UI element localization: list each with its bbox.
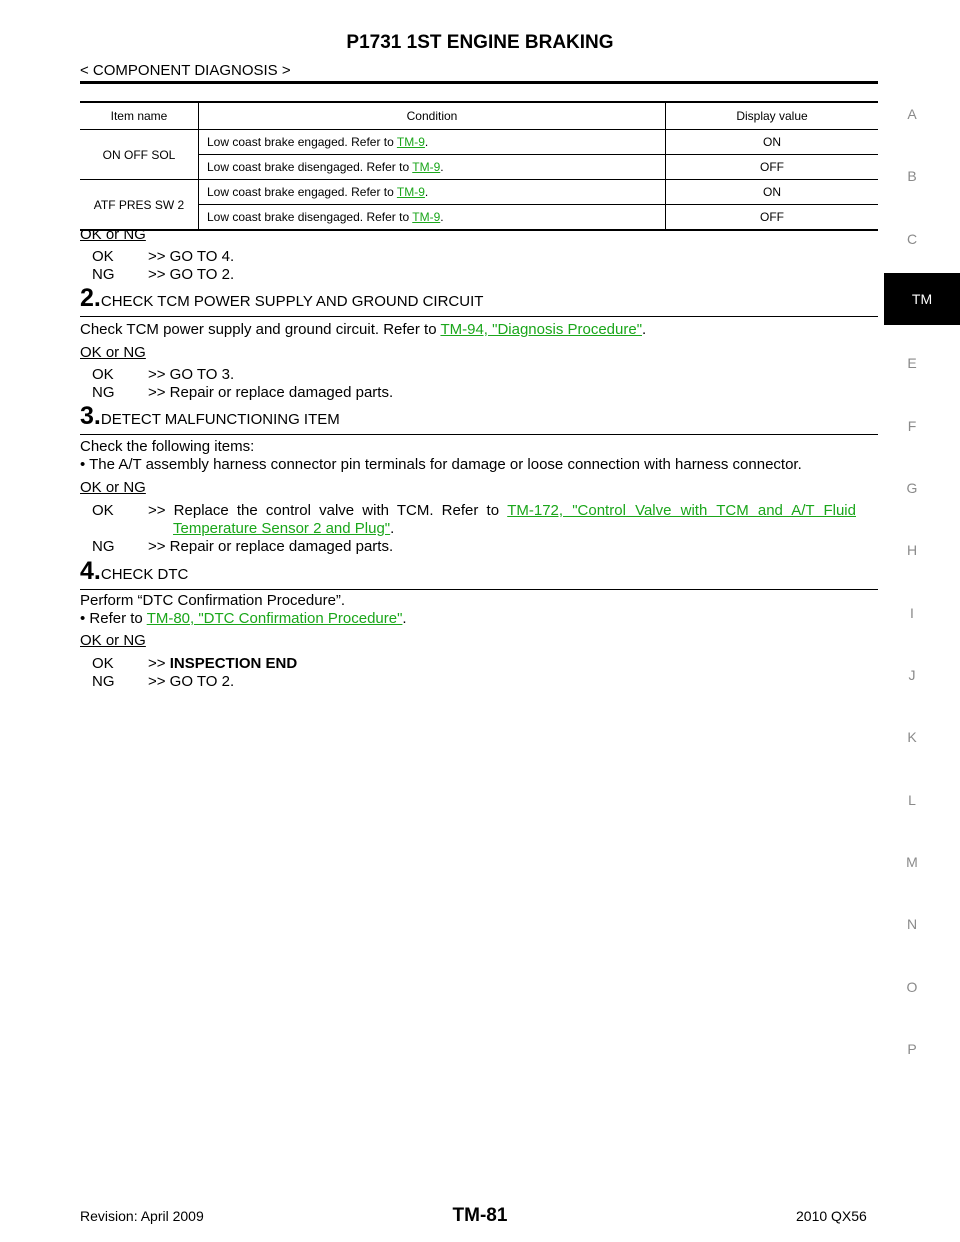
side-tab-i[interactable]: I: [910, 605, 914, 621]
value-cell: OFF: [666, 205, 879, 231]
ok-or-ng-label: OK or NG: [80, 632, 146, 649]
ng-result: NG >> GO TO 2.: [92, 266, 235, 283]
value-cell: ON: [666, 180, 879, 205]
side-tab-p[interactable]: P: [907, 1041, 917, 1057]
procedure-link[interactable]: TM-94, "Diagnosis Procedure": [440, 321, 643, 338]
header-condition: Condition: [199, 102, 666, 130]
procedure-link[interactable]: TM-80, "DTC Confirmation Procedure": [146, 610, 403, 627]
condition-cell: Low coast brake disengaged. Refer to TM-9.: [199, 205, 666, 231]
page-title: P1731 1ST ENGINE BRAKING: [346, 32, 614, 53]
side-tab-f[interactable]: F: [907, 418, 917, 434]
ok-result-cont: Temperature Sensor 2 and Plug".: [173, 520, 395, 537]
side-tab-l[interactable]: L: [908, 792, 916, 808]
ok-result: OK >> GO TO 4.: [92, 248, 235, 265]
step-3-heading: 3.DETECT MALFUNCTIONING ITEM: [80, 402, 878, 435]
footer-page-number: TM-81: [452, 1205, 508, 1226]
section-label: < COMPONENT DIAGNOSIS >: [80, 62, 291, 79]
ok-result: OK >> Replace the control valve with TCM. Refer to TM-172, "Control Valve with TCM and A/T Fluid: [92, 502, 856, 519]
ng-result: NG >> Repair or replace damaged parts.: [92, 538, 394, 555]
footer-model: 2010 QX56: [796, 1208, 867, 1224]
side-tab-b[interactable]: B: [907, 168, 917, 184]
side-tab-n[interactable]: N: [906, 916, 918, 932]
step-3-body-1: Check the following items:: [80, 438, 255, 455]
condition-cell: Low coast brake engaged. Refer to TM-9.: [199, 130, 666, 155]
reference-link[interactable]: TM-9: [412, 160, 441, 174]
ok-or-ng-label: OK or NG: [80, 226, 146, 243]
table-row: [80, 205, 878, 231]
side-tab-j[interactable]: J: [908, 667, 916, 683]
side-tab-c[interactable]: C: [906, 231, 918, 247]
side-tab-o[interactable]: O: [906, 979, 918, 995]
data-monitor-table: [80, 101, 878, 231]
ok-result: OK >> INSPECTION END: [92, 655, 298, 672]
step-3-body-2: • The A/T assembly harness connector pin terminals for damage or loose connection with harness connector.: [80, 456, 802, 473]
item-cell: ATF PRES SW 2: [80, 180, 199, 231]
item-cell: ON OFF SOL: [80, 130, 199, 180]
value-cell: ON: [666, 130, 879, 155]
value-cell: OFF: [666, 155, 879, 180]
header-rule: [80, 81, 878, 84]
header-item-name: Item name: [80, 102, 199, 130]
ok-or-ng-label: OK or NG: [80, 479, 146, 496]
step-2-heading: 2.CHECK TCM POWER SUPPLY AND GROUND CIRCUIT: [80, 284, 878, 317]
table-row: [80, 155, 878, 180]
step-4-heading: 4.CHECK DTC: [80, 557, 878, 590]
side-tab-h[interactable]: H: [906, 542, 918, 558]
ng-result: NG >> Repair or replace damaged parts.: [92, 384, 394, 401]
reference-link[interactable]: TM-9: [396, 185, 425, 199]
reference-link[interactable]: TM-9: [396, 135, 425, 149]
reference-link[interactable]: TM-9: [412, 210, 441, 224]
condition-cell: Low coast brake disengaged. Refer to TM-9.: [199, 155, 666, 180]
table-row: [80, 180, 878, 205]
side-tab-k[interactable]: K: [907, 729, 917, 745]
footer-revision: Revision: April 2009: [80, 1208, 204, 1224]
side-tab-g[interactable]: G: [906, 480, 918, 496]
procedure-link[interactable]: Temperature Sensor 2 and Plug": [173, 520, 391, 537]
header-display-value: Display value: [666, 102, 879, 130]
ng-result: NG >> GO TO 2.: [92, 673, 235, 690]
table-row: [80, 130, 878, 155]
side-tab-e[interactable]: E: [907, 355, 917, 371]
side-tab-a[interactable]: A: [907, 106, 917, 122]
step-2-body: Check TCM power supply and ground circuit. Refer to TM-94, "Diagnosis Procedure".: [80, 321, 647, 338]
side-tab-m[interactable]: M: [906, 854, 918, 870]
side-tab-tm[interactable]: TM: [884, 273, 960, 325]
table-header-row: [80, 102, 878, 130]
ok-result: OK >> GO TO 3.: [92, 366, 235, 383]
step-4-body-1: Perform “DTC Confirmation Procedure”.: [80, 592, 346, 609]
condition-cell: Low coast brake engaged. Refer to TM-9.: [199, 180, 666, 205]
ok-or-ng-label: OK or NG: [80, 344, 146, 361]
step-4-body-2: • Refer to TM-80, "DTC Confirmation Procedure".: [80, 610, 407, 627]
procedure-link[interactable]: TM-172, "Control Valve with TCM and A/T Fluid: [507, 502, 856, 519]
